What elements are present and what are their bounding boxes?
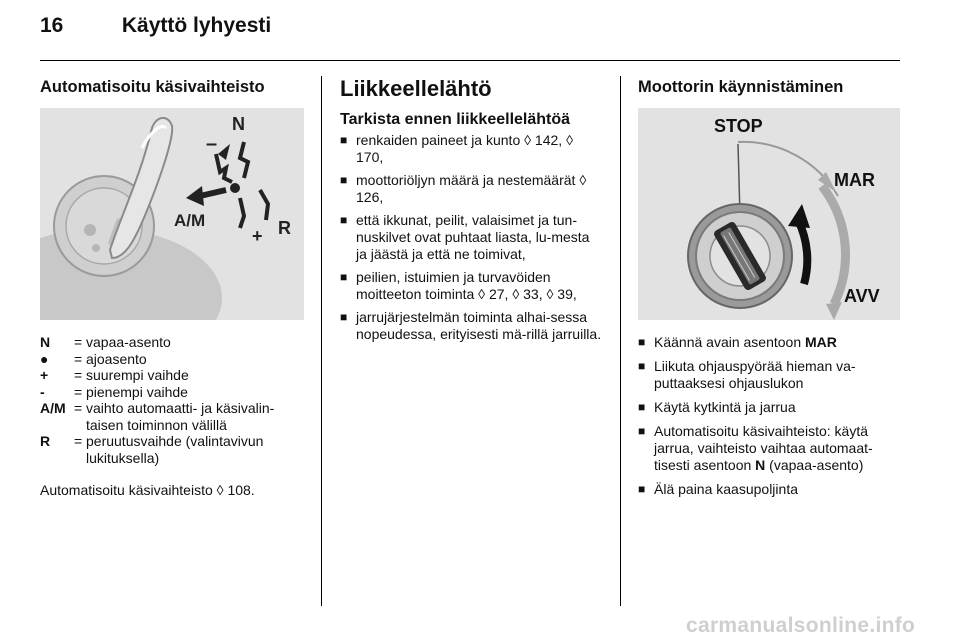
legend-row: [40, 384, 304, 401]
list-item: ■ moottoriöljyn määrä ja nestemäärät ◊ 126,: [340, 172, 604, 206]
list-item: ■ Älä paina kaasupoljinta: [638, 481, 900, 498]
gear-legend: [40, 334, 304, 466]
gear-lever-drawing: [40, 108, 304, 320]
column-divider-1: [321, 76, 322, 606]
legend-row: [40, 367, 304, 384]
list-item: ■ peilien, istuimien ja turvavöiden moitteeton toiminta ◊ 27, ◊ 33, ◊ 39,: [340, 269, 604, 303]
legend-equals: =: [74, 350, 83, 367]
column-gearbox: [40, 74, 304, 499]
legend-text: suurempi vaihde: [86, 367, 189, 383]
page-title: Käyttö lyhyesti: [121, 14, 272, 37]
ignition-label-avv: AVV: [844, 286, 880, 306]
column-divider-2: [620, 76, 621, 606]
list-item: ■ jarrujärjestelmän toiminta alhai-sessa nopeudessa, erityisesti mä-rillä jarruilla.: [340, 309, 604, 343]
gearbox-reference: Automatisoitu käsivaihteisto ◊ 108.: [40, 482, 255, 498]
legend-equals: =: [74, 334, 83, 350]
engine-start-list: [638, 334, 900, 498]
legend-symbol: R: [40, 433, 51, 449]
column-engine-start: [638, 74, 900, 505]
legend-text: vapaa-asento: [86, 334, 171, 350]
watermark: carmanualsonline.info: [686, 614, 916, 637]
section-heading-engine-start: Moottorin käynnistäminen: [638, 78, 844, 96]
ignition-label-mar: MAR: [834, 170, 875, 190]
gear-label-n: N: [232, 114, 245, 134]
list-item: ■ Automatisoitu käsivaihteisto: käytä jarrua, vaihteisto vaihtaa automaat-tisesti asentoon N (vapaa-asento): [638, 423, 900, 474]
legend-text: vaihto automaatti- ja käsivalin-taisen toiminnon välillä: [86, 400, 275, 433]
ignition-switch-illustration: [638, 108, 900, 320]
list-item: ■ Käytä kytkintä ja jarrua: [638, 399, 900, 416]
legend-equals: =: [74, 383, 83, 400]
legend-equals: =: [74, 433, 83, 449]
gear-label-minus: –: [206, 133, 218, 155]
legend-symbol: ●: [40, 350, 49, 367]
section-heading-gearbox: Automatisoitu käsivaihteisto: [40, 78, 265, 96]
gear-lever-illustration: [40, 108, 304, 320]
list-item: ■ Käännä avain asentoon MAR: [638, 334, 900, 351]
gear-label-plus: +: [252, 226, 263, 246]
legend-row: [40, 433, 304, 466]
page-header: [40, 14, 271, 38]
page-number: 16: [40, 14, 64, 37]
gear-label-r: R: [278, 218, 291, 238]
legend-symbol: -: [40, 383, 45, 400]
section-title-starting-off: Liikkeellelähtö: [340, 76, 492, 101]
checks-list: [340, 132, 604, 343]
ignition-switch-drawing: [638, 108, 900, 320]
column-starting-off: [340, 74, 604, 349]
legend-equals: =: [74, 400, 83, 416]
ignition-label-stop: STOP: [714, 116, 763, 136]
legend-row: [40, 400, 304, 433]
list-item: ■ että ikkunat, peilit, valaisimet ja tun-nuskilvet ovat puhtaat liasta, lu-mesta ja jäästä ja että ne toimivat,: [340, 212, 604, 263]
legend-symbol: +: [40, 367, 49, 383]
gear-label-am: A/M: [174, 211, 206, 230]
list-item: ■ renkaiden paineet ja kunto ◊ 142, ◊ 170,: [340, 132, 604, 166]
subheading-checks: Tarkista ennen liikkeellelähtöä: [340, 111, 571, 128]
legend-equals: =: [74, 367, 83, 383]
legend-row: [40, 351, 304, 368]
list-item: ■ Liikuta ohjauspyörää hieman va-puttaaksesi ohjauslukon: [638, 358, 900, 392]
legend-text: pienempi vaihde: [86, 383, 188, 400]
legend-text: ajoasento: [86, 350, 147, 367]
header-rule: [40, 60, 900, 61]
legend-symbol: A/M: [40, 400, 66, 416]
legend-row: [40, 334, 304, 351]
legend-text: peruutusvaihde (valintavivun lukituksella): [86, 433, 264, 466]
legend-symbol: N: [40, 334, 51, 350]
